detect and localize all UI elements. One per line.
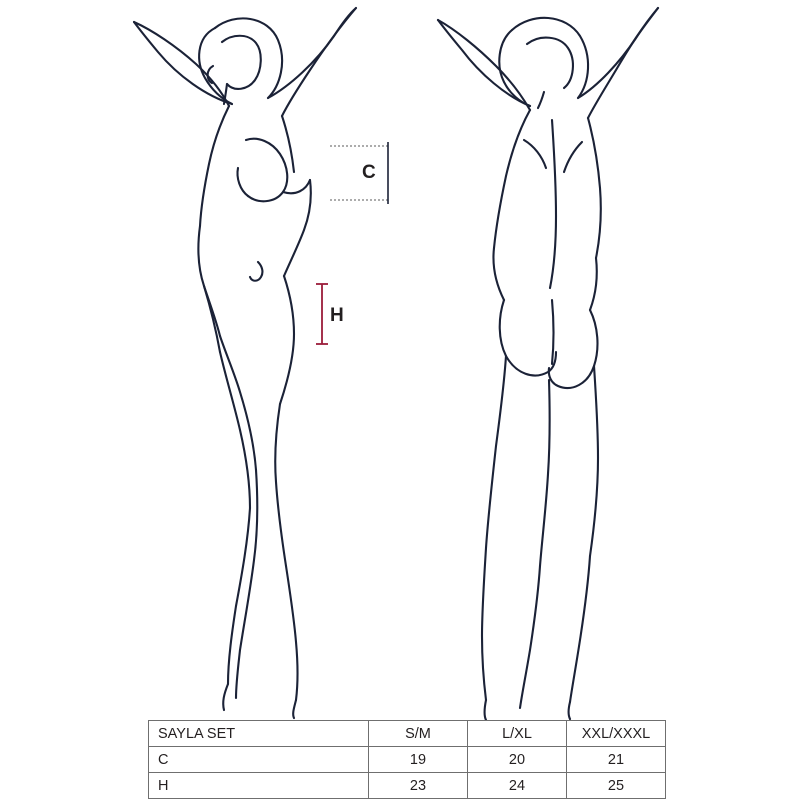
back-view-figure xyxy=(438,8,658,720)
table-header-lxl: L/XL xyxy=(468,721,567,747)
row-label-h: H xyxy=(149,773,369,799)
cell-c-xxlxxxl: 21 xyxy=(567,747,666,773)
table-header-sm: S/M xyxy=(369,721,468,747)
front-view-figure xyxy=(134,8,356,718)
cell-h-lxl: 24 xyxy=(468,773,567,799)
row-label-c: C xyxy=(149,747,369,773)
measurement-label-c: C xyxy=(362,162,377,183)
table-row xyxy=(149,773,666,799)
size-table xyxy=(148,720,666,799)
table-row-header xyxy=(149,721,666,747)
h-measurement-bracket xyxy=(316,284,328,344)
table-header-product: SAYLA SET xyxy=(149,721,369,747)
cell-h-xxlxxxl: 25 xyxy=(567,773,666,799)
cell-h-sm: 23 xyxy=(369,773,468,799)
cell-c-sm: 19 xyxy=(369,747,468,773)
c-measurement-bracket xyxy=(330,142,390,204)
table-row xyxy=(149,747,666,773)
measurement-label-h: H xyxy=(330,305,345,326)
table-header-xxlxxxl: XXL/XXXL xyxy=(567,721,666,747)
cell-c-lxl: 20 xyxy=(468,747,567,773)
